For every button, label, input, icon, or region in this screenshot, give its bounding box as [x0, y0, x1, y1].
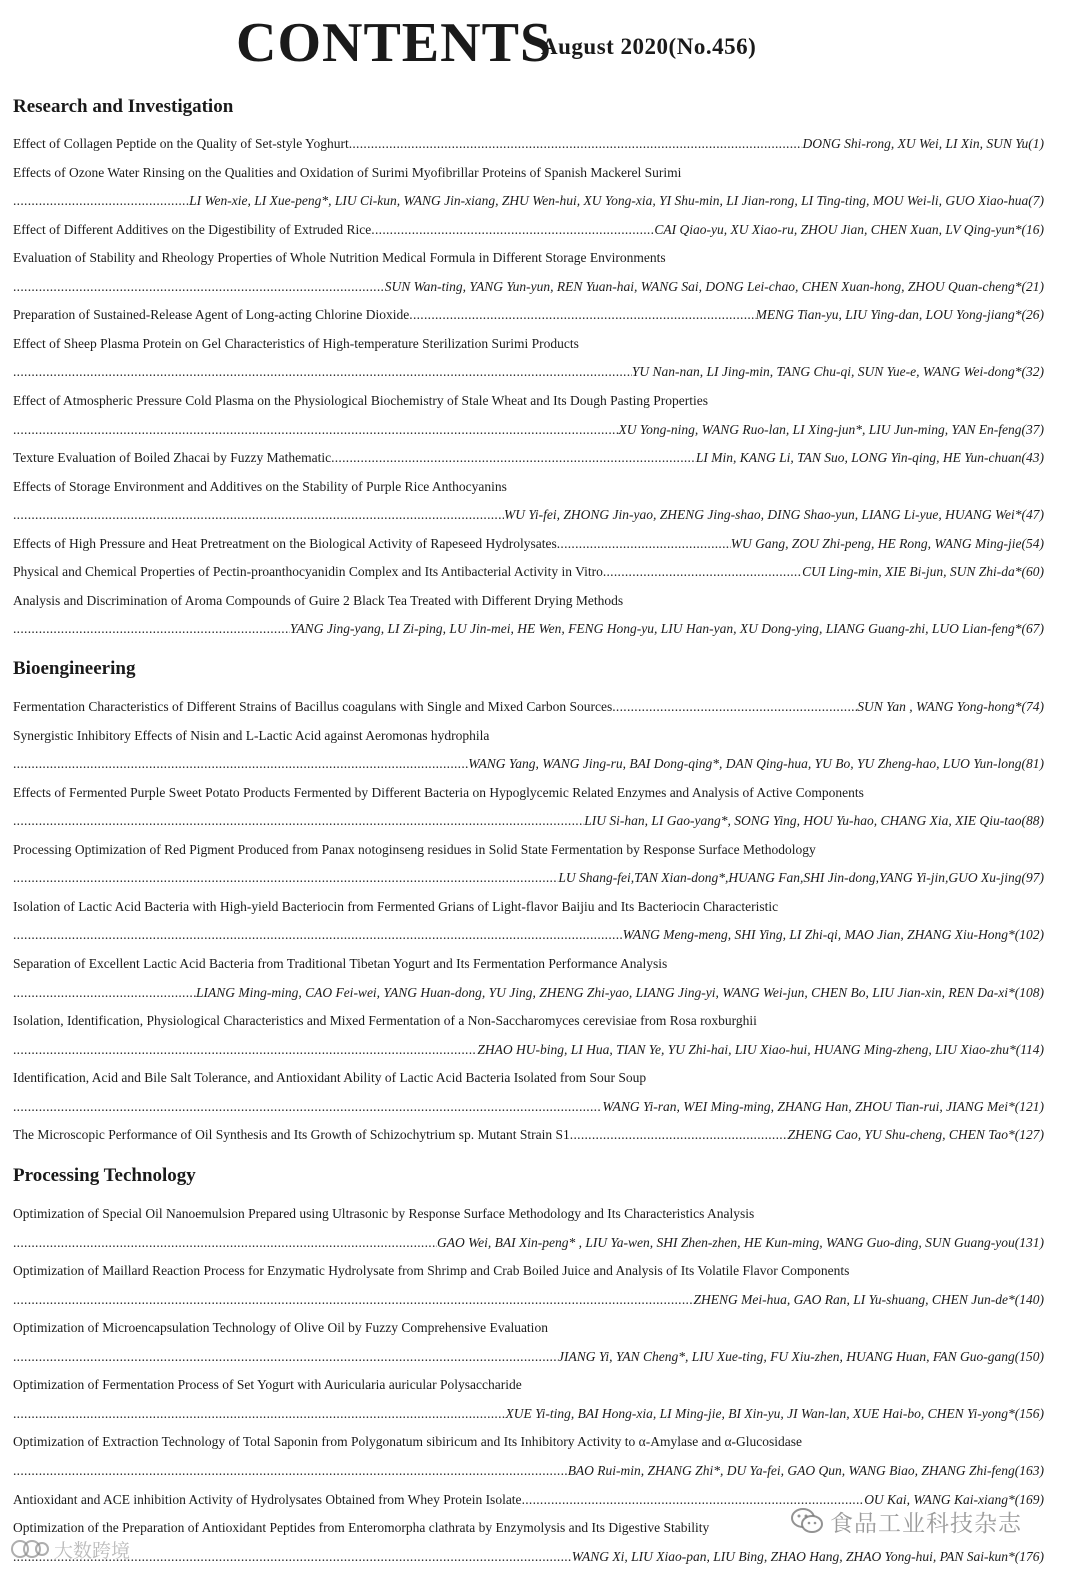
dot-leader: [13, 619, 290, 639]
page-number: (60): [1021, 564, 1044, 580]
dot-leader: [13, 1040, 477, 1060]
page-number: (156): [1014, 1405, 1044, 1421]
page-number: (102): [1014, 927, 1044, 943]
page-number: (67): [1021, 621, 1044, 637]
dot-leader: [13, 1404, 505, 1424]
dot-leader: [13, 277, 385, 297]
article-authors: OU Kai, WANG Kai-xiang*: [864, 1491, 1015, 1507]
article-title: Effect of Sheep Plasma Protein on Gel Characteristics of High-temperature Sterilization Surimi Products: [13, 335, 579, 351]
dot-leader: [331, 448, 696, 468]
dot-leader: [13, 1233, 437, 1253]
page-number: (43): [1021, 450, 1044, 466]
page-number: (7): [1028, 193, 1044, 209]
article-title: Analysis and Discrimination of Aroma Compounds of Guire 2 Black Tea Treated with Different Drying Methods: [13, 592, 624, 608]
toc-entry: [13, 619, 1044, 639]
article-title: Texture Evaluation of Boiled Zhacai by Fuzzy Mathematic: [13, 450, 332, 466]
toc-entry: [13, 1404, 1044, 1424]
article-title: Optimization of Maillard Reaction Process for Enzymatic Hydrolysate from Shrimp and Crab Boiled Juice and Analysis of Its Volatile Flavor Components: [13, 1263, 850, 1279]
page-number: (47): [1021, 507, 1044, 523]
article-title: Optimization of Special Oil Nanoemulsion Prepared using Ultrasonic by Response Surface Methodology and Its Characteristics Analysis: [13, 1206, 755, 1221]
page-number: (108): [1014, 984, 1044, 1000]
article-title: Effects of Fermented Purple Sweet Potato Products Fermented by Different Bacteria on Hypoglycemic Related Enzymes and Analysis of Active Components: [13, 784, 864, 800]
article-authors: ZHAO HU-bing, LI Hua, TIAN Ye, YU Zhi-hai, LIU Xiao-hui, HUANG Ming-zheng, LIU Xiao-zhu*: [477, 1041, 1016, 1057]
article-title: Antioxidant and ACE inhibition Activity of Hydrolysates Obtained from Whey Protein Isolate: [13, 1491, 522, 1507]
logo-icon: [10, 1538, 50, 1560]
article-authors: MENG Tian-yu, LIU Ying-dan, LOU Yong-jiang*: [755, 307, 1022, 323]
page-number: (169): [1014, 1491, 1044, 1507]
dot-leader: [349, 134, 803, 154]
toc-entry: [13, 220, 1044, 240]
dot-leader: [13, 505, 504, 525]
dot-leader: [603, 562, 802, 582]
article-title: Effect of Collagen Peptide on the Quality of Set-style Yoghurt: [13, 136, 349, 151]
watermark-text: 食品工业科技杂志: [830, 1510, 1022, 1537]
article-authors: ZHENG Mei-hua, GAO Ran, LI Yu-shuang, CHEN Jun-de*: [693, 1291, 1015, 1307]
page-number: (121): [1014, 1098, 1044, 1114]
page-number: (176): [1014, 1548, 1044, 1564]
article-title: Processing Optimization of Red Pigment Produced from Panax notoginseng residues in Solid State Fermentation by Response Surface Methodology: [13, 841, 816, 857]
corner-watermark: [10, 1536, 130, 1562]
page-number: (74): [1021, 699, 1044, 714]
wechat-watermark: [790, 1503, 1022, 1539]
toc-entry: [13, 1547, 1044, 1567]
dot-leader: [13, 1347, 558, 1367]
page-number: (26): [1021, 307, 1044, 323]
toc-entry: [13, 362, 1044, 382]
toc-entry: [13, 697, 1044, 717]
section-heading: Research and Investigation: [13, 96, 234, 117]
article-title: The Microscopic Performance of Oil Synthesis and Its Growth of Schizochytrium sp. Mutant Strain S1: [13, 1127, 570, 1143]
article-authors: YU Nan-nan, LI Jing-min, TANG Chu-qi, SUN Yue-e, WANG Wei-dong*: [631, 364, 1022, 380]
issue-label: August 2020(No.456): [541, 34, 757, 59]
toc-entry: [13, 811, 1044, 831]
page-number: (54): [1021, 535, 1044, 551]
page-number: (81): [1021, 756, 1044, 772]
toc-entry: [13, 420, 1044, 440]
article-title: Optimization of Microencapsulation Technology of Olive Oil by Fuzzy Comprehensive Evaluation: [13, 1320, 548, 1336]
toc-entry: [13, 868, 1044, 888]
dot-leader: [371, 220, 654, 240]
article-title: Fermentation Characteristics of Different Strains of Bacillus coagulans with Single and Mixed Carbon Sources: [13, 699, 613, 714]
article-title: Effect of Atmospheric Pressure Cold Plasma on the Physiological Biochemistry of Stale Wheat and Its Dough Pasting Properties: [13, 392, 709, 408]
article-authors: LI Min, KANG Li, TAN Suo, LONG Yin-qing, HE Yun-chuan: [695, 450, 1022, 466]
page-number: (88): [1021, 813, 1044, 829]
dot-leader: [13, 191, 189, 211]
article-title: Effects of Ozone Water Rinsing on the Qualities and Oxidation of Surimi Myofibrillar Proteins of Spanish Mackerel Surimi: [13, 164, 682, 180]
dot-leader: [612, 697, 857, 717]
article-authors: SUN Wan-ting, YANG Yun-yun, REN Yuan-hai, WANG Sai, DONG Lei-chao, CHEN Xuan-hong, ZHOU Quan-cheng*: [384, 278, 1022, 294]
article-title: Separation of Excellent Lactic Acid Bacteria from Traditional Tibetan Yogurt and Its Fermentation Performance Analysis: [13, 956, 668, 971]
article-authors: YANG Jing-yang, LI Zi-ping, LU Jin-mei, HE Wen, FENG Hong-yu, LIU Han-yan, XU Dong-ying, LIANG Guang-zhi, LUO Lian-feng*: [289, 621, 1022, 637]
dot-leader: [13, 1097, 602, 1117]
article-title: Evaluation of Stability and Rheology Properties of Whole Nutrition Medical Formula in Different Storage Environments: [13, 250, 666, 266]
page-number: (37): [1021, 421, 1044, 437]
toc-entry: [13, 277, 1044, 297]
article-title: Isolation of Lactic Acid Bacteria with High-yield Bacteriocin from Fermented Grians of Light-flavor Baijiu and Its Bacteriocin Characteristic: [13, 898, 779, 914]
article-title: Preparation of Sustained-Release Agent of Long-acting Chlorine Dioxide: [13, 307, 410, 323]
toc-entry: [13, 754, 1044, 774]
dot-leader: [13, 362, 632, 382]
article-authors: WU Yi-fei, ZHONG Jin-yao, ZHENG Jing-shao, DING Shao-yun, LIANG Li-yue, HUANG Wei*: [504, 507, 1022, 523]
dot-leader: [13, 754, 468, 774]
page-number: (140): [1014, 1291, 1044, 1307]
toc-entry: [13, 1347, 1044, 1367]
page-number: (127): [1014, 1127, 1044, 1143]
article-title: Physical and Chemical Properties of Pectin-proanthocyanidin Complex and Its Antibacterial Activity in Vitro: [13, 564, 603, 580]
page-header: [0, 8, 1080, 78]
dot-leader: [13, 811, 584, 831]
article-title: Optimization of the Preparation of Antioxidant Peptides from Enteromorpha clathrata by Enzymolysis and Its Digestive Stability: [13, 1520, 710, 1535]
page-number: (32): [1021, 364, 1044, 380]
toc-entry: [13, 1040, 1044, 1060]
article-authors: CAI Qiao-yu, XU Xiao-ru, ZHOU Jian, CHEN Xuan, LV Qing-yun*: [654, 221, 1022, 237]
page-number: (163): [1014, 1463, 1044, 1478]
toc-entry: [13, 191, 1044, 211]
article-authors: WU Gang, ZOU Zhi-peng, HE Rong, WANG Ming-jie: [730, 535, 1022, 551]
contents-title: CONTENTS: [236, 12, 553, 74]
article-title: Isolation, Identification, Physiological Characteristics and Mixed Fermentation of a Non-Saccharomyces cerevisiae from Rosa roxburghii: [13, 1013, 757, 1028]
page-number: (131): [1014, 1234, 1044, 1250]
section-heading: Bioengineering: [13, 658, 136, 679]
article-authors: JIANG Yi, YAN Cheng*, LIU Xue-ting, FU Xiu-zhen, HUANG Huan, FAN Guo-gang: [557, 1348, 1015, 1364]
page-number: (114): [1015, 1041, 1044, 1057]
article-authors: LIU Si-han, LI Gao-yang*, SONG Ying, HOU Yu-hao, CHANG Xia, XIE Qiu-tao: [584, 813, 1022, 829]
toc-entry: [13, 925, 1044, 945]
wechat-icon: [790, 1507, 824, 1535]
article-title: Effects of Storage Environment and Additives on the Stability of Purple Rice Anthocyanins: [13, 478, 507, 494]
page-number: (97): [1021, 870, 1044, 886]
article-authors: WANG Meng-meng, SHI Ying, LI Zhi-qi, MAO Jian, ZHANG Xiu-Hong*: [622, 927, 1015, 943]
toc-entry: [13, 1233, 1044, 1253]
toc-entry: [13, 305, 1044, 325]
article-authors: WANG Yang, WANG Jing-ru, BAI Dong-qing*, DAN Qing-hua, YU Bo, YU Zheng-hao, LUO Yun-long: [468, 756, 1022, 772]
page-number: (21): [1021, 278, 1044, 294]
toc-entry: [13, 1290, 1044, 1310]
dot-leader: [13, 983, 196, 1003]
dot-leader: [13, 925, 623, 945]
article-authors: GAO Wei, BAI Xin-peng* , LIU Ya-wen, SHI Zhen-zhen, HE Kun-ming, WANG Guo-ding, SUN Guang-you: [436, 1234, 1015, 1250]
toc-entry: [13, 1461, 1044, 1481]
dot-leader: [557, 534, 731, 554]
article-authors: DONG Shi-rong, XU Wei, LI Xin, SUN Yu: [802, 136, 1029, 151]
article-title: Optimization of Extraction Technology of Total Saponin from Polygonatum sibiricum and Its Inhibitory Activity to α-Amylase and α-Glucosidase: [13, 1434, 803, 1450]
article-authors: XU Yong-ning, WANG Ruo-lan, LI Xing-jun*, LIU Jun-ming, YAN En-feng: [618, 421, 1022, 437]
dot-leader: [13, 420, 619, 440]
article-title: Identification, Acid and Bile Salt Tolerance, and Antioxidant Ability of Lactic Acid Bacteria Isolated from Sour Soup: [13, 1070, 647, 1086]
page-number: (1): [1028, 136, 1044, 151]
toc-entry: [13, 134, 1044, 154]
toc-entry: [13, 448, 1044, 468]
article-title: Synergistic Inhibitory Effects of Nisin and L-Lactic Acid against Aeromonas hydrophila: [13, 727, 490, 743]
article-authors: WANG Xi, LIU Xiao-pan, LIU Bing, ZHAO Hang, ZHAO Yong-hui, PAN Sai-kun*: [571, 1548, 1015, 1564]
article-title: Effect of Different Additives on the Digestibility of Extruded Rice: [13, 221, 372, 237]
dot-leader: [13, 868, 558, 888]
toc-entry: [13, 1097, 1044, 1117]
toc-entry: [13, 983, 1044, 1003]
toc-entry: [13, 1125, 1044, 1145]
toc-entry: [13, 505, 1044, 525]
article-authors: LI Wen-xie, LI Xue-peng*, LIU Ci-kun, WANG Jin-xiang, ZHU Wen-hui, XU Yong-xia, YI Shu-min, LI Jian-rong, LI Ting-ting, MOU Wei-li, GUO Xiao-hua: [189, 193, 1029, 209]
dot-leader: [409, 305, 755, 325]
article-title: Effects of High Pressure and Heat Pretreatment on the Biological Activity of Rapeseed Hydrolysates: [13, 535, 557, 551]
toc-entry: [13, 562, 1044, 582]
article-authors: BAO Rui-min, ZHANG Zhi*, DU Ya-fei, GAO Qun, WANG Biao, ZHANG Zhi-feng: [567, 1463, 1015, 1478]
article-authors: XUE Yi-ting, BAI Hong-xia, LI Ming-jie, BI Xin-yu, JI Wan-lan, XUE Hai-bo, CHEN Yi-yong*: [505, 1405, 1015, 1421]
dot-leader: [13, 1290, 694, 1310]
page-number: (150): [1014, 1348, 1044, 1364]
article-title: Optimization of Fermentation Process of Set Yogurt with Auricularia auricular Polysaccharide: [13, 1377, 522, 1393]
article-authors: ZHENG Cao, YU Shu-cheng, CHEN Tao*: [787, 1127, 1015, 1143]
page-number: (16): [1021, 221, 1044, 237]
article-authors: WANG Yi-ran, WEI Ming-ming, ZHANG Han, ZHOU Tian-rui, JIANG Mei*: [602, 1098, 1015, 1114]
corner-watermark-text: 大数跨境: [54, 1539, 131, 1562]
toc-entry: [13, 534, 1044, 554]
article-authors: SUN Yan , WANG Yong-hong*: [857, 699, 1022, 714]
article-authors: CUI Ling-min, XIE Bi-jun, SUN Zhi-da*: [802, 564, 1022, 580]
dot-leader: [570, 1125, 788, 1145]
article-authors: LU Shang-fei,TAN Xian-dong*,HUANG Fan,SHI Jin-dong,YANG Yi-jin,GUO Xu-jing: [558, 870, 1022, 886]
section-heading: Processing Technology: [13, 1165, 196, 1186]
dot-leader: [13, 1461, 568, 1481]
article-authors: LIANG Ming-ming, CAO Fei-wei, YANG Huan-dong, YU Jing, ZHENG Zhi-yao, LIANG Jing-yi, WANG Wei-jun, CHEN Bo, LIU Jian-xin, REN Da-xi*: [195, 984, 1015, 1000]
